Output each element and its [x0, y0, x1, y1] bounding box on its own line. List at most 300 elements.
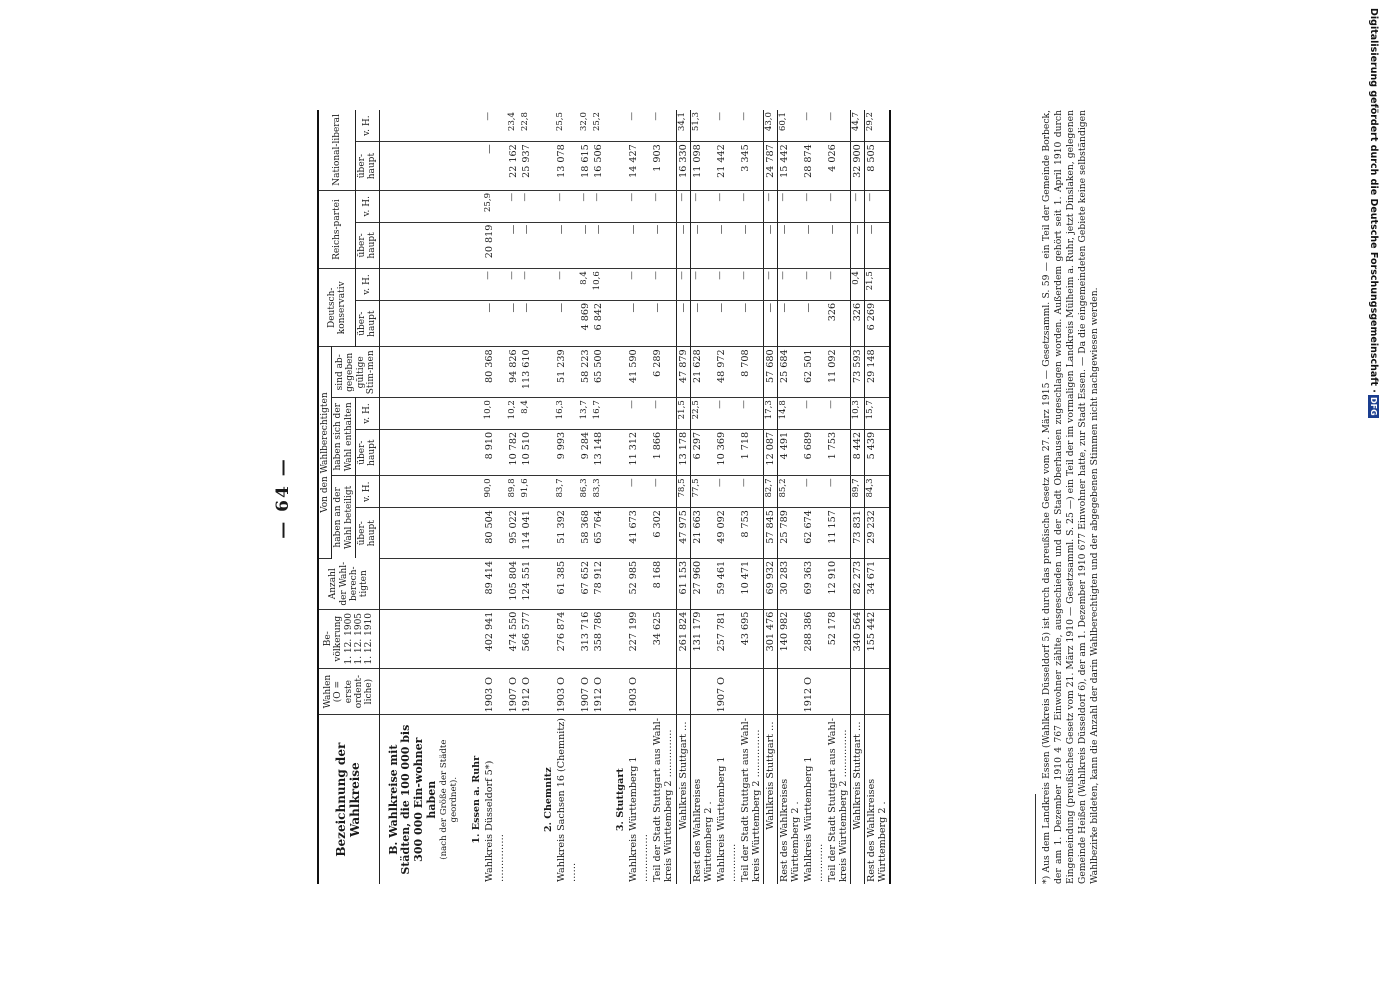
cell-gue: 21 628 [690, 347, 715, 398]
cell-nl-p: — [627, 110, 651, 142]
cell-bet-p: 83,3 [592, 476, 605, 508]
cell-ent-a: 12 087 [763, 429, 777, 476]
cell-gue: 41 590 [627, 347, 651, 398]
cell-ent-p: 13,7 [579, 398, 592, 430]
row-label [592, 715, 605, 884]
cell-ber: 52 985 [627, 558, 651, 609]
cell-dk-p: — [826, 269, 851, 301]
cell-bet-a: 6 302 [651, 508, 676, 559]
table-row [826, 110, 851, 884]
cell-rp-p: — [690, 190, 715, 222]
cell-rp-a: — [651, 222, 676, 269]
cell-dk-p: — [739, 269, 764, 301]
cell-rp-a: — [826, 222, 851, 269]
cell-bev: 257 781 [715, 609, 739, 668]
cell-nl-a: 24 787 [763, 142, 777, 191]
cell-ent-p: — [739, 398, 764, 430]
cell-rp-p: — [739, 190, 764, 222]
cell-dk-p: — [507, 269, 520, 301]
cell-nl-a: 18 615 [579, 142, 592, 191]
dfg-logo: DFG [1369, 396, 1378, 416]
cell-ent-a: 10 510 [520, 429, 533, 476]
group-title-row [461, 110, 483, 884]
cell-nl-a: 15 442 [777, 142, 802, 191]
cell-rp-a: — [715, 222, 739, 269]
cell-wahl: 1907 O [579, 668, 592, 715]
cell-ent-p: — [826, 398, 851, 430]
cell-bet-a: 114 041 [520, 508, 533, 559]
table-row [579, 110, 592, 884]
cell-bet-a: 47 975 [676, 508, 690, 559]
cell-bet-p: 84,3 [864, 476, 890, 508]
table-row [520, 110, 533, 884]
cell-ent-a: 9 284 [579, 429, 592, 476]
cell-nl-a: 14 427 [627, 142, 651, 191]
cell-ent-a: 1 718 [739, 429, 764, 476]
cell-rp-p: — [864, 190, 890, 222]
cell-bet-p: 78,5 [676, 476, 690, 508]
cell-wahl [739, 668, 764, 715]
cell-dk-p: — [555, 269, 579, 301]
cell-nl-p: — [715, 110, 739, 142]
cell-bet-a: 80 504 [483, 508, 507, 559]
row-label: Wahlkreis Württemberg 1 ………… [802, 756, 825, 882]
cell-wahl: 1912 O [520, 668, 533, 715]
cell-ent-p: 10,0 [483, 398, 507, 430]
table-row [592, 110, 605, 884]
cell-bet-p: 82,7 [763, 476, 777, 508]
cell-ber: 69 363 [802, 558, 826, 609]
cell-ber: 10 471 [739, 558, 764, 609]
cell-bev: 313 716 [579, 609, 592, 668]
cell-dk-p: 0,4 [850, 269, 864, 301]
cell-dk-a: — [739, 300, 764, 347]
cell-ber: 89 414 [483, 558, 507, 609]
header-bevoelkerung: Be-völkerung 1. 12. 1900 1. 12. 1905 1. 12. 1910 [318, 609, 379, 668]
row-label: Rest des Wahlkreises Württemberg 2 . [691, 778, 714, 882]
cell-gue: 48 972 [715, 347, 739, 398]
cell-dk-p: — [763, 269, 777, 301]
row-label: Wahlkreis Düsseldorf 5*) …………… [484, 760, 507, 882]
cell-bev: 52 178 [826, 609, 851, 668]
cell-wahl [763, 668, 777, 715]
cell-rp-p: — [802, 190, 826, 222]
cell-bet-a: 25 789 [777, 508, 802, 559]
cell-bet-a: 51 392 [555, 508, 579, 559]
section-note: (nach der Größe der Städte geordnet). [439, 739, 460, 860]
cell-wahl [826, 668, 851, 715]
cell-wahl: 1912 O [592, 668, 605, 715]
cell-gue: 94 826 [507, 347, 520, 398]
cell-wahl [864, 668, 890, 715]
cell-gue: 51 239 [555, 347, 579, 398]
cell-dk-a: — [715, 300, 739, 347]
cell-ent-a: 4 491 [777, 429, 802, 476]
cell-bet-p: 86,3 [579, 476, 592, 508]
cell-nl-a: 16 506 [592, 142, 605, 191]
cell-ent-p: 10,2 [507, 398, 520, 430]
cell-nl-p: — [483, 110, 507, 142]
cell-wahl: 1912 O [802, 668, 826, 715]
group-title: 2. Chemnitz [543, 767, 555, 833]
cell-dk-a: — [555, 300, 579, 347]
cell-bet-a: 73 831 [850, 508, 864, 559]
row-label: Teil der Stadt Stuttgart aus Wahl-kreis Württemberg 2 …………… [826, 718, 849, 882]
cell-ber: 30 283 [777, 558, 802, 609]
cell-dk-a: — [520, 300, 533, 347]
cell-gue: 73 593 [850, 347, 864, 398]
cell-dk-a: — [690, 300, 715, 347]
cell-ber: 69 932 [763, 558, 777, 609]
cell-nl-p: — [651, 110, 676, 142]
cell-nl-p: — [739, 110, 764, 142]
table-row [555, 110, 579, 884]
cell-dk-p: — [777, 269, 802, 301]
table-row [777, 110, 802, 884]
cell-nl-a: 28 874 [802, 142, 826, 191]
cell-nl-p: 43,0 [763, 110, 777, 142]
cell-ber: 12 910 [826, 558, 851, 609]
table-body [379, 110, 890, 884]
header-beteiligt: haben an der Wahl beteiligt [332, 476, 356, 558]
table-row [715, 110, 739, 884]
header-berechtigte: Anzahl der Wahl-berech-tigten [318, 558, 379, 609]
cell-nl-p: 25,2 [592, 110, 605, 142]
cell-ent-p: — [627, 398, 651, 430]
cell-dk-p: — [802, 269, 826, 301]
cell-ber: 8 168 [651, 558, 676, 609]
sub-vh: v. H. [356, 476, 380, 508]
cell-bet-a: 11 157 [826, 508, 851, 559]
cell-bet-p: 89,7 [850, 476, 864, 508]
cell-ber: 105 804 [507, 558, 520, 609]
cell-wahl: 1907 O [507, 668, 520, 715]
cell-dk-a: — [507, 300, 520, 347]
cell-gue: 80 368 [483, 347, 507, 398]
cell-wahl: 1903 O [483, 668, 507, 715]
sub-vh: v. H. [356, 190, 380, 222]
cell-dk-a: — [676, 300, 690, 347]
cell-dk-a: — [777, 300, 802, 347]
cell-ent-a: 1 753 [826, 429, 851, 476]
cell-ent-p: — [802, 398, 826, 430]
cell-ent-p: 16,3 [555, 398, 579, 430]
cell-ent-a: 8 910 [483, 429, 507, 476]
cell-dk-p: 10,6 [592, 269, 605, 301]
cell-bev: 34 625 [651, 609, 676, 668]
cell-bev: 358 786 [592, 609, 605, 668]
cell-bev: 474 550 [507, 609, 520, 668]
cell-bet-p: 89,8 [507, 476, 520, 508]
cell-bet-p: 91,6 [520, 476, 533, 508]
table-header [318, 110, 379, 884]
cell-bev: 566 577 [520, 609, 533, 668]
cell-bev: 340 564 [850, 609, 864, 668]
row-label: Rest des Wahlkreises Württemberg 2 . [778, 778, 801, 882]
cell-rp-a: — [850, 222, 864, 269]
cell-gue: 47 879 [676, 347, 690, 398]
cell-wahl [850, 668, 864, 715]
total-row [850, 110, 864, 884]
section-note-row [439, 110, 461, 884]
cell-bev: 288 386 [802, 609, 826, 668]
cell-nl-a: 3 345 [739, 142, 764, 191]
cell-dk-a: — [651, 300, 676, 347]
header-reichspartei: Reichs-partei [318, 190, 356, 268]
table-row [507, 110, 520, 884]
cell-ent-a: 13 178 [676, 429, 690, 476]
cell-dk-a: 4 869 [579, 300, 592, 347]
cell-bev: 131 179 [690, 609, 715, 668]
table-row [690, 110, 715, 884]
cell-ent-a: 10 369 [715, 429, 739, 476]
cell-ent-a: 11 312 [627, 429, 651, 476]
row-label: Wahlkreis Sachsen 16 (Chemnitz) …… [556, 718, 579, 882]
cell-nl-p: 44,7 [850, 110, 864, 142]
row-label [579, 715, 592, 884]
section-title: B. Wahlkreise mit Städten, die 100 000 bis 300 000 Ein-wohner haben [386, 724, 438, 875]
cell-gue: 8 708 [739, 347, 764, 398]
footnote-text: *) Aus dem Landkreis Essen (Wahlkreis Düsseldorf 5) ist durch das preußische Gesetz vom 27. März 1915 — Gesetzsamml. S. 59 — ein Teil der Gemeinde Borbeck, der am 1. Dezember 1910 4 767 Einwohner zählte, ausgeschieden und der Stadt Oberhausen zugeschlagen worden. Außerdem gehört seit 1. April 1910 durch Eingemeindung (preußisches Gesetz vom 21. März 1910 — Gesetzsamml. S. 25 —) ein Teil der im vormaligen Landkreis Mülheim a. Ruhr, jetzt Dinslaken, gelegenen Gemeinde Heißen (Wahlkreis Düsseldorf 6), der am 1. Dezember 1910 677 Einwohner hatte, zur Stadt Essen. — Da die eingemeindeten Gebiete keine selbständigen Wahlbezirke bildeten, kann die Anzahl der darin Wahlberechtigten und der abgegebenen Stimmen nicht nachgewiesen werden. [1041, 110, 1100, 884]
sub-ueberhaupt: über-haupt [356, 222, 380, 269]
election-table [317, 110, 891, 884]
footnote-rule [1035, 794, 1036, 884]
cell-bet-a: 62 674 [802, 508, 826, 559]
cell-ber: 34 671 [864, 558, 890, 609]
cell-ber: 61 153 [676, 558, 690, 609]
cell-rp-p: — [555, 190, 579, 222]
header-gueltig: sind ab-gegeben gültige Stim-men [332, 347, 379, 398]
sub-ueberhaupt: über-haupt [356, 508, 380, 559]
cell-bev: 155 442 [864, 609, 890, 668]
cell-wahl [690, 668, 715, 715]
cell-bet-p: 83,7 [555, 476, 579, 508]
cell-bet-p: — [826, 476, 851, 508]
sub-vh: v. H. [356, 398, 380, 430]
cell-ent-a: 9 993 [555, 429, 579, 476]
cell-nl-p: 22,8 [520, 110, 533, 142]
cell-nl-p: — [826, 110, 851, 142]
cell-bet-p: — [802, 476, 826, 508]
cell-ber: 61 385 [555, 558, 579, 609]
cell-nl-a: 21 442 [715, 142, 739, 191]
cell-dk-a: — [802, 300, 826, 347]
cell-bev: 261 824 [676, 609, 690, 668]
cell-rp-a: 20 819 [483, 222, 507, 269]
header-name: Bezeichnung der Wahlkreise [318, 715, 379, 884]
header-deutschkons: Deutsch-konservativ [318, 269, 356, 347]
cell-nl-a: 8 505 [864, 142, 890, 191]
cell-ent-a: 1 866 [651, 429, 676, 476]
cell-ent-p: — [651, 398, 676, 430]
cell-ent-p: 10,3 [850, 398, 864, 430]
cell-nl-a: 13 078 [555, 142, 579, 191]
sub-vh: v. H. [356, 269, 380, 301]
cell-nl-a: 11 098 [690, 142, 715, 191]
sub-vh: v. H. [356, 110, 380, 142]
cell-dk-p: — [483, 269, 507, 301]
group-title-row [533, 110, 555, 884]
cell-nl-p: 34,1 [676, 110, 690, 142]
cell-ber: 59 461 [715, 558, 739, 609]
cell-rp-a: — [802, 222, 826, 269]
table-row [864, 110, 890, 884]
cell-bet-a: 21 663 [690, 508, 715, 559]
cell-gue: 6 289 [651, 347, 676, 398]
cell-rp-a: — [864, 222, 890, 269]
cell-ent-a: 8 442 [850, 429, 864, 476]
total-row [763, 110, 777, 884]
cell-ber: 67 652 [579, 558, 592, 609]
cell-bev: 301 476 [763, 609, 777, 668]
cell-dk-a: 6 269 [864, 300, 890, 347]
cell-rp-p: — [850, 190, 864, 222]
cell-nl-a: 32 900 [850, 142, 864, 191]
cell-dk-a: — [627, 300, 651, 347]
cell-gue: 65 500 [592, 347, 605, 398]
table-row [483, 110, 507, 884]
cell-dk-p: — [690, 269, 715, 301]
cell-bet-p: — [739, 476, 764, 508]
cell-wahl: 1907 O [715, 668, 739, 715]
cell-bet-a: 29 232 [864, 508, 890, 559]
cell-bet-p: — [715, 476, 739, 508]
cell-dk-a: — [483, 300, 507, 347]
cell-bet-a: 58 368 [579, 508, 592, 559]
cell-ent-a: 6 689 [802, 429, 826, 476]
cell-ent-p: 14,8 [777, 398, 802, 430]
cell-bet-a: 57 845 [763, 508, 777, 559]
cell-nl-a: 16 330 [676, 142, 690, 191]
cell-bet-p: 85,2 [777, 476, 802, 508]
cell-rp-a: — [676, 222, 690, 269]
cell-dk-p: — [627, 269, 651, 301]
cell-nl-p: 29,2 [864, 110, 890, 142]
row-label: Wahlkreis Württemberg 1 ………… [715, 756, 738, 882]
cell-ent-p: 16,7 [592, 398, 605, 430]
cell-rp-a: — [520, 222, 533, 269]
cell-bet-a: 8 753 [739, 508, 764, 559]
cell-rp-p: — [826, 190, 851, 222]
sub-ueberhaupt: über-haupt [356, 429, 380, 476]
cell-rp-p: — [592, 190, 605, 222]
cell-dk-p: 21,5 [864, 269, 890, 301]
cell-bev: 227 199 [627, 609, 651, 668]
total-row [676, 110, 690, 884]
row-label [520, 715, 533, 884]
cell-rp-p: — [520, 190, 533, 222]
cell-bev: 276 874 [555, 609, 579, 668]
cell-ent-a: 10 782 [507, 429, 520, 476]
cell-ber: 82 273 [850, 558, 864, 609]
table-row [651, 110, 676, 884]
cell-bet-a: 41 673 [627, 508, 651, 559]
cell-dk-p: — [715, 269, 739, 301]
cell-bet-p: 77,5 [690, 476, 715, 508]
footnote [1035, 110, 1101, 884]
cell-bev: 140 982 [777, 609, 802, 668]
cell-ent-a: 6 297 [690, 429, 715, 476]
cell-wahl [651, 668, 676, 715]
cell-dk-a: 326 [826, 300, 851, 347]
cell-nl-a: — [483, 142, 507, 191]
cell-nl-p: 25,5 [555, 110, 579, 142]
cell-nl-p: 23,4 [507, 110, 520, 142]
cell-dk-p: — [651, 269, 676, 301]
cell-gue: 25 684 [777, 347, 802, 398]
cell-nl-p: 32,0 [579, 110, 592, 142]
group-title: 3. Stuttgart [615, 768, 627, 832]
group-title: 1. Essen a. Ruhr [471, 755, 483, 844]
cell-dk-a: — [763, 300, 777, 347]
row-label: Wahlkreis Württemberg 1 …………… [628, 756, 651, 882]
cell-wahl [777, 668, 802, 715]
cell-bev: 43 695 [739, 609, 764, 668]
header-natlib: National-liberal [318, 110, 356, 190]
table-row [739, 110, 764, 884]
row-label: Wahlkreis Stuttgart … [763, 715, 777, 884]
cell-bet-a: 95 022 [507, 508, 520, 559]
cell-wahl: 1903 O [555, 668, 579, 715]
row-label: Teil der Stadt Stuttgart aus Wahl-kreis Württemberg 2 …………… [652, 718, 675, 882]
cell-rp-p: — [763, 190, 777, 222]
page-number: — 64 — [273, 457, 293, 539]
cell-gue: 29 148 [864, 347, 890, 398]
cell-rp-a: — [507, 222, 520, 269]
group-title-row [605, 110, 627, 884]
cell-bet-a: 49 092 [715, 508, 739, 559]
cell-rp-a: — [763, 222, 777, 269]
sub-ueberhaupt: über-haupt [356, 142, 380, 191]
cell-wahl: 1903 O [627, 668, 651, 715]
cell-ent-p: 8,4 [520, 398, 533, 430]
cell-ent-p: 21,5 [676, 398, 690, 430]
cell-nl-p: 51,3 [690, 110, 715, 142]
cell-ent-a: 5 439 [864, 429, 890, 476]
cell-rp-p: — [579, 190, 592, 222]
cell-dk-p: — [520, 269, 533, 301]
cell-ber: 78 912 [592, 558, 605, 609]
rotated-page [255, 78, 1323, 918]
cell-gue: 57 680 [763, 347, 777, 398]
section-row [379, 110, 439, 884]
cell-rp-p: — [651, 190, 676, 222]
header-group: Von den Wahlberechtigten [318, 347, 332, 558]
cell-ent-p: 17,3 [763, 398, 777, 430]
cell-nl-a: 4 026 [826, 142, 851, 191]
cell-nl-p: 60,1 [777, 110, 802, 142]
digitization-credit [1368, 8, 1379, 418]
table-row [802, 110, 826, 884]
cell-rp-a: — [777, 222, 802, 269]
cell-rp-a: — [739, 222, 764, 269]
cell-dk-a: 326 [850, 300, 864, 347]
cell-bet-a: 65 764 [592, 508, 605, 559]
cell-nl-a: 1 903 [651, 142, 676, 191]
cell-rp-p: — [627, 190, 651, 222]
cell-gue: 62 501 [802, 347, 826, 398]
cell-rp-p: — [507, 190, 520, 222]
row-label: Rest des Wahlkreises Württemberg 2 . [864, 715, 890, 884]
cell-ent-a: 13 148 [592, 429, 605, 476]
cell-rp-p: — [676, 190, 690, 222]
row-label: Teil der Stadt Stuttgart aus Wahl-kreis Württemberg 2 …………… [739, 718, 762, 882]
cell-bet-p: — [651, 476, 676, 508]
cell-ent-p: — [715, 398, 739, 430]
cell-nl-a: 25 937 [520, 142, 533, 191]
cell-bet-p: 90,0 [483, 476, 507, 508]
header-wahlen: Wahlen (O = erste ordent-liche) [318, 668, 379, 715]
